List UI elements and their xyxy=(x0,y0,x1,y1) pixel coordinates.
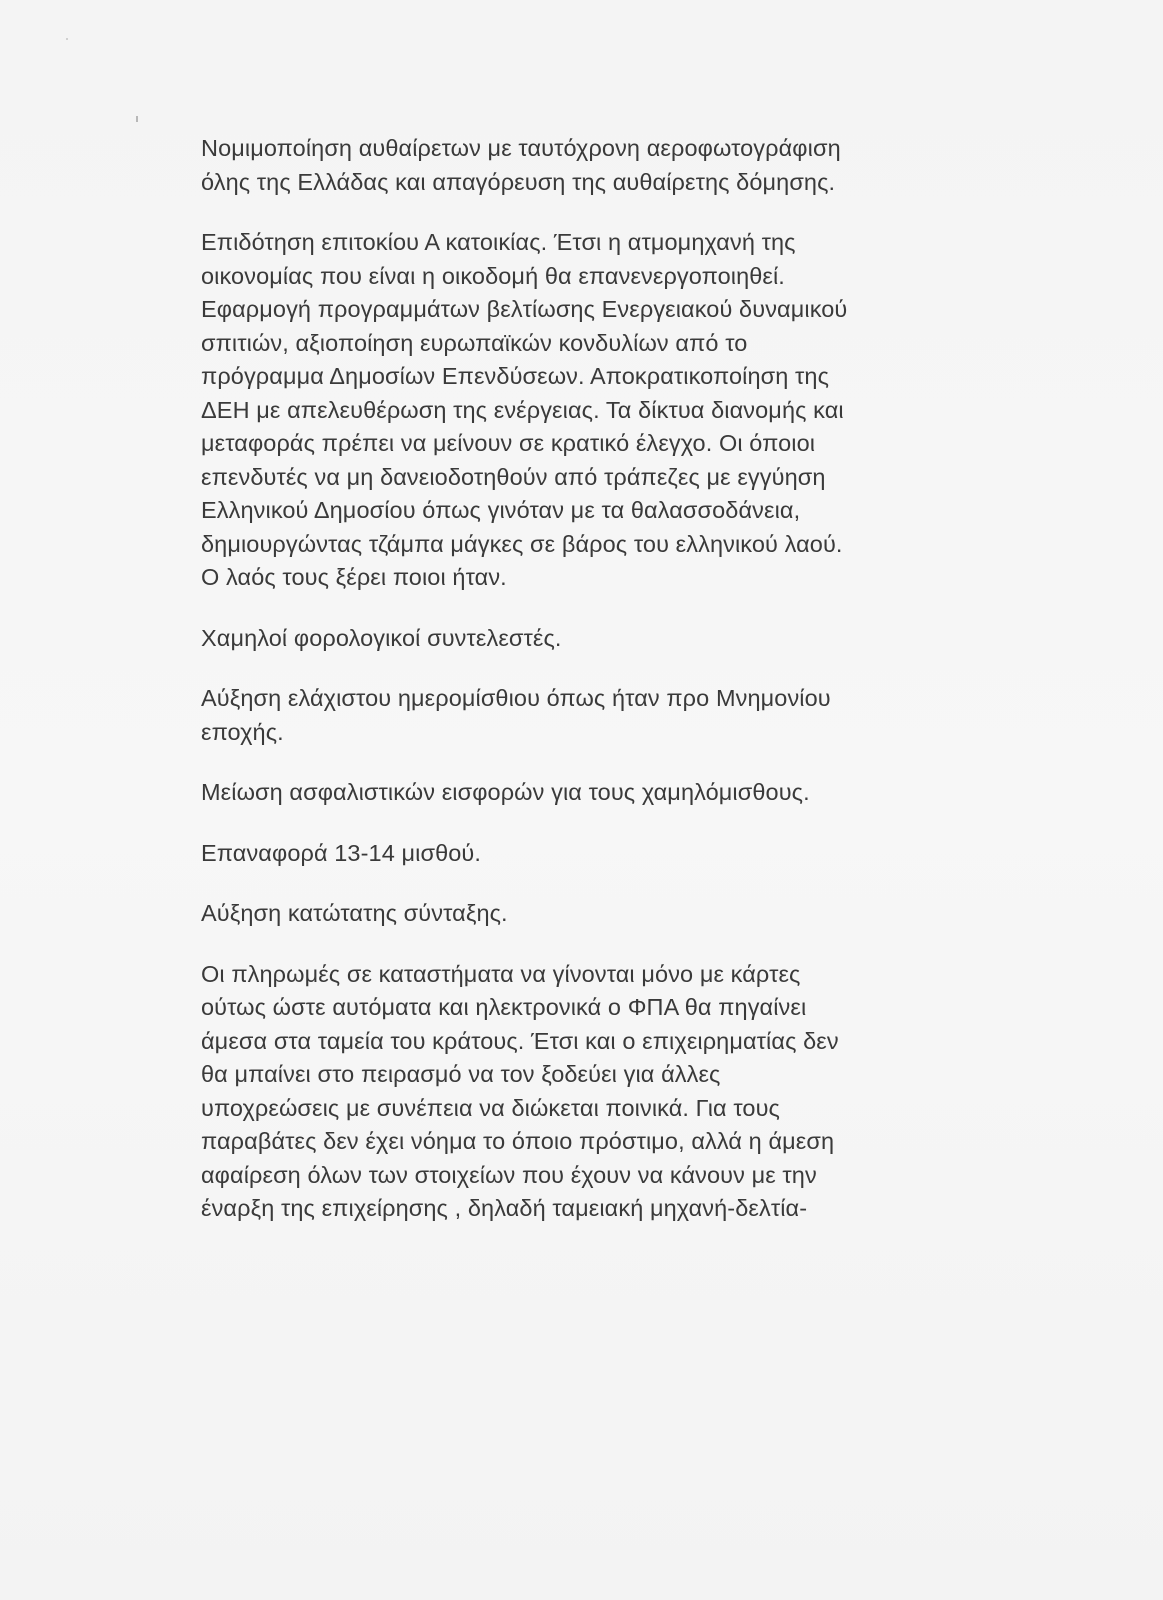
text-line: Ο λαός τους ξέρει ποιοι ήταν. xyxy=(201,564,507,590)
document-body xyxy=(201,132,1001,1226)
paragraph-legalization xyxy=(201,132,1001,199)
paragraph-13-14-salary xyxy=(201,837,1001,871)
text-line: άμεσα στα ταμεία του κράτους. Έτσι και ο επιχειρηματίας δεν xyxy=(201,1027,839,1054)
text-line: σπιτιών, αξιοποίηση ευρωπαϊκών κονδυλίων από το xyxy=(201,329,748,356)
text-line: Μείωση ασφαλιστικών εισφορών για τους χαμηλόμισθους. xyxy=(201,779,810,805)
text-line: αφαίρεση όλων των στοιχείων που έχουν να κάνουν με την xyxy=(201,1161,817,1188)
text-line: δημιουργώντας τζάμπα μάγκες σε βάρος του ελληνικού λαού. xyxy=(201,530,843,557)
paragraph-tax-rates xyxy=(201,622,1001,656)
text-line: οικονομίας που είναι η οικοδομή θα επανενεργοποιηθεί. xyxy=(201,262,785,289)
text-line: Χαμηλοί φορολογικοί συντελεστές. xyxy=(201,624,562,651)
text-line: Αύξηση κατώτατης σύνταξης. xyxy=(201,900,508,926)
paragraph-minimum-pension xyxy=(201,897,1001,931)
text-line: πρόγραμμα Δημοσίων Επενδύσεων. Αποκρατικοποίηση της xyxy=(201,363,830,389)
text-line: Εφαρμογή προγραμμάτων βελτίωσης Ενεργειακού δυναμικού xyxy=(201,296,848,322)
text-line: Επαναφορά 13-14 μισθού. xyxy=(201,839,481,866)
text-line: θα μπαίνει στο πειρασμό να τον ξοδεύει για άλλες xyxy=(201,1061,721,1087)
text-line: μεταφοράς πρέπει να μείνουν σε κρατικό έλεγχο. Οι όποιοι xyxy=(201,430,816,456)
text-line: έναρξη της επιχείρησης , δηλαδή ταμειακή μηχανή-δελτία- xyxy=(201,1195,808,1221)
paragraph-housing-energy xyxy=(201,226,1001,595)
paragraph-insurance-contributions xyxy=(201,776,1001,810)
scan-speck xyxy=(66,38,68,40)
text-line: επενδυτές να μη δανειοδοτηθούν από τράπεζες με εγγύηση xyxy=(201,463,826,490)
text-line: ούτως ώστε αυτόματα και ηλεκτρονικά ο ΦΠΑ θα πηγαίνει xyxy=(201,994,807,1020)
text-line: εποχής. xyxy=(201,718,284,745)
paragraph-card-payments xyxy=(201,958,1001,1226)
text-line: Ελληνικού Δημοσίου όπως γινόταν με τα θαλασσοδάνεια, xyxy=(201,497,801,523)
text-line: όλης της Ελλάδας και απαγόρευση της αυθαίρετης δόμησης. xyxy=(201,168,836,195)
text-line: Νομιμοποίηση αυθαίρετων με ταυτόχρονη αεροφωτογράφιση xyxy=(201,135,841,161)
text-line: Επιδότηση επιτοκίου Α κατοικίας. Έτσι η ατμομηχανή της xyxy=(201,229,796,255)
text-line: παραβάτες δεν έχει νόημα το όποιο πρόστιμο, αλλά η άμεση xyxy=(201,1128,835,1154)
paragraph-minimum-wage xyxy=(201,682,1001,749)
text-line: υποχρεώσεις με συνέπεια να διώκεται ποινικά. Για τους xyxy=(201,1094,780,1121)
text-line: Οι πληρωμές σε καταστήματα να γίνονται μόνο με κάρτες xyxy=(201,960,801,987)
text-line: ΔΕΗ με απελευθέρωση της ενέργειας. Τα δίκτυα διανομής και xyxy=(201,396,844,423)
scan-speck xyxy=(136,116,138,122)
text-line: Αύξηση ελάχιστου ημερομίσθιου όπως ήταν προ Μνημονίου xyxy=(201,685,831,711)
